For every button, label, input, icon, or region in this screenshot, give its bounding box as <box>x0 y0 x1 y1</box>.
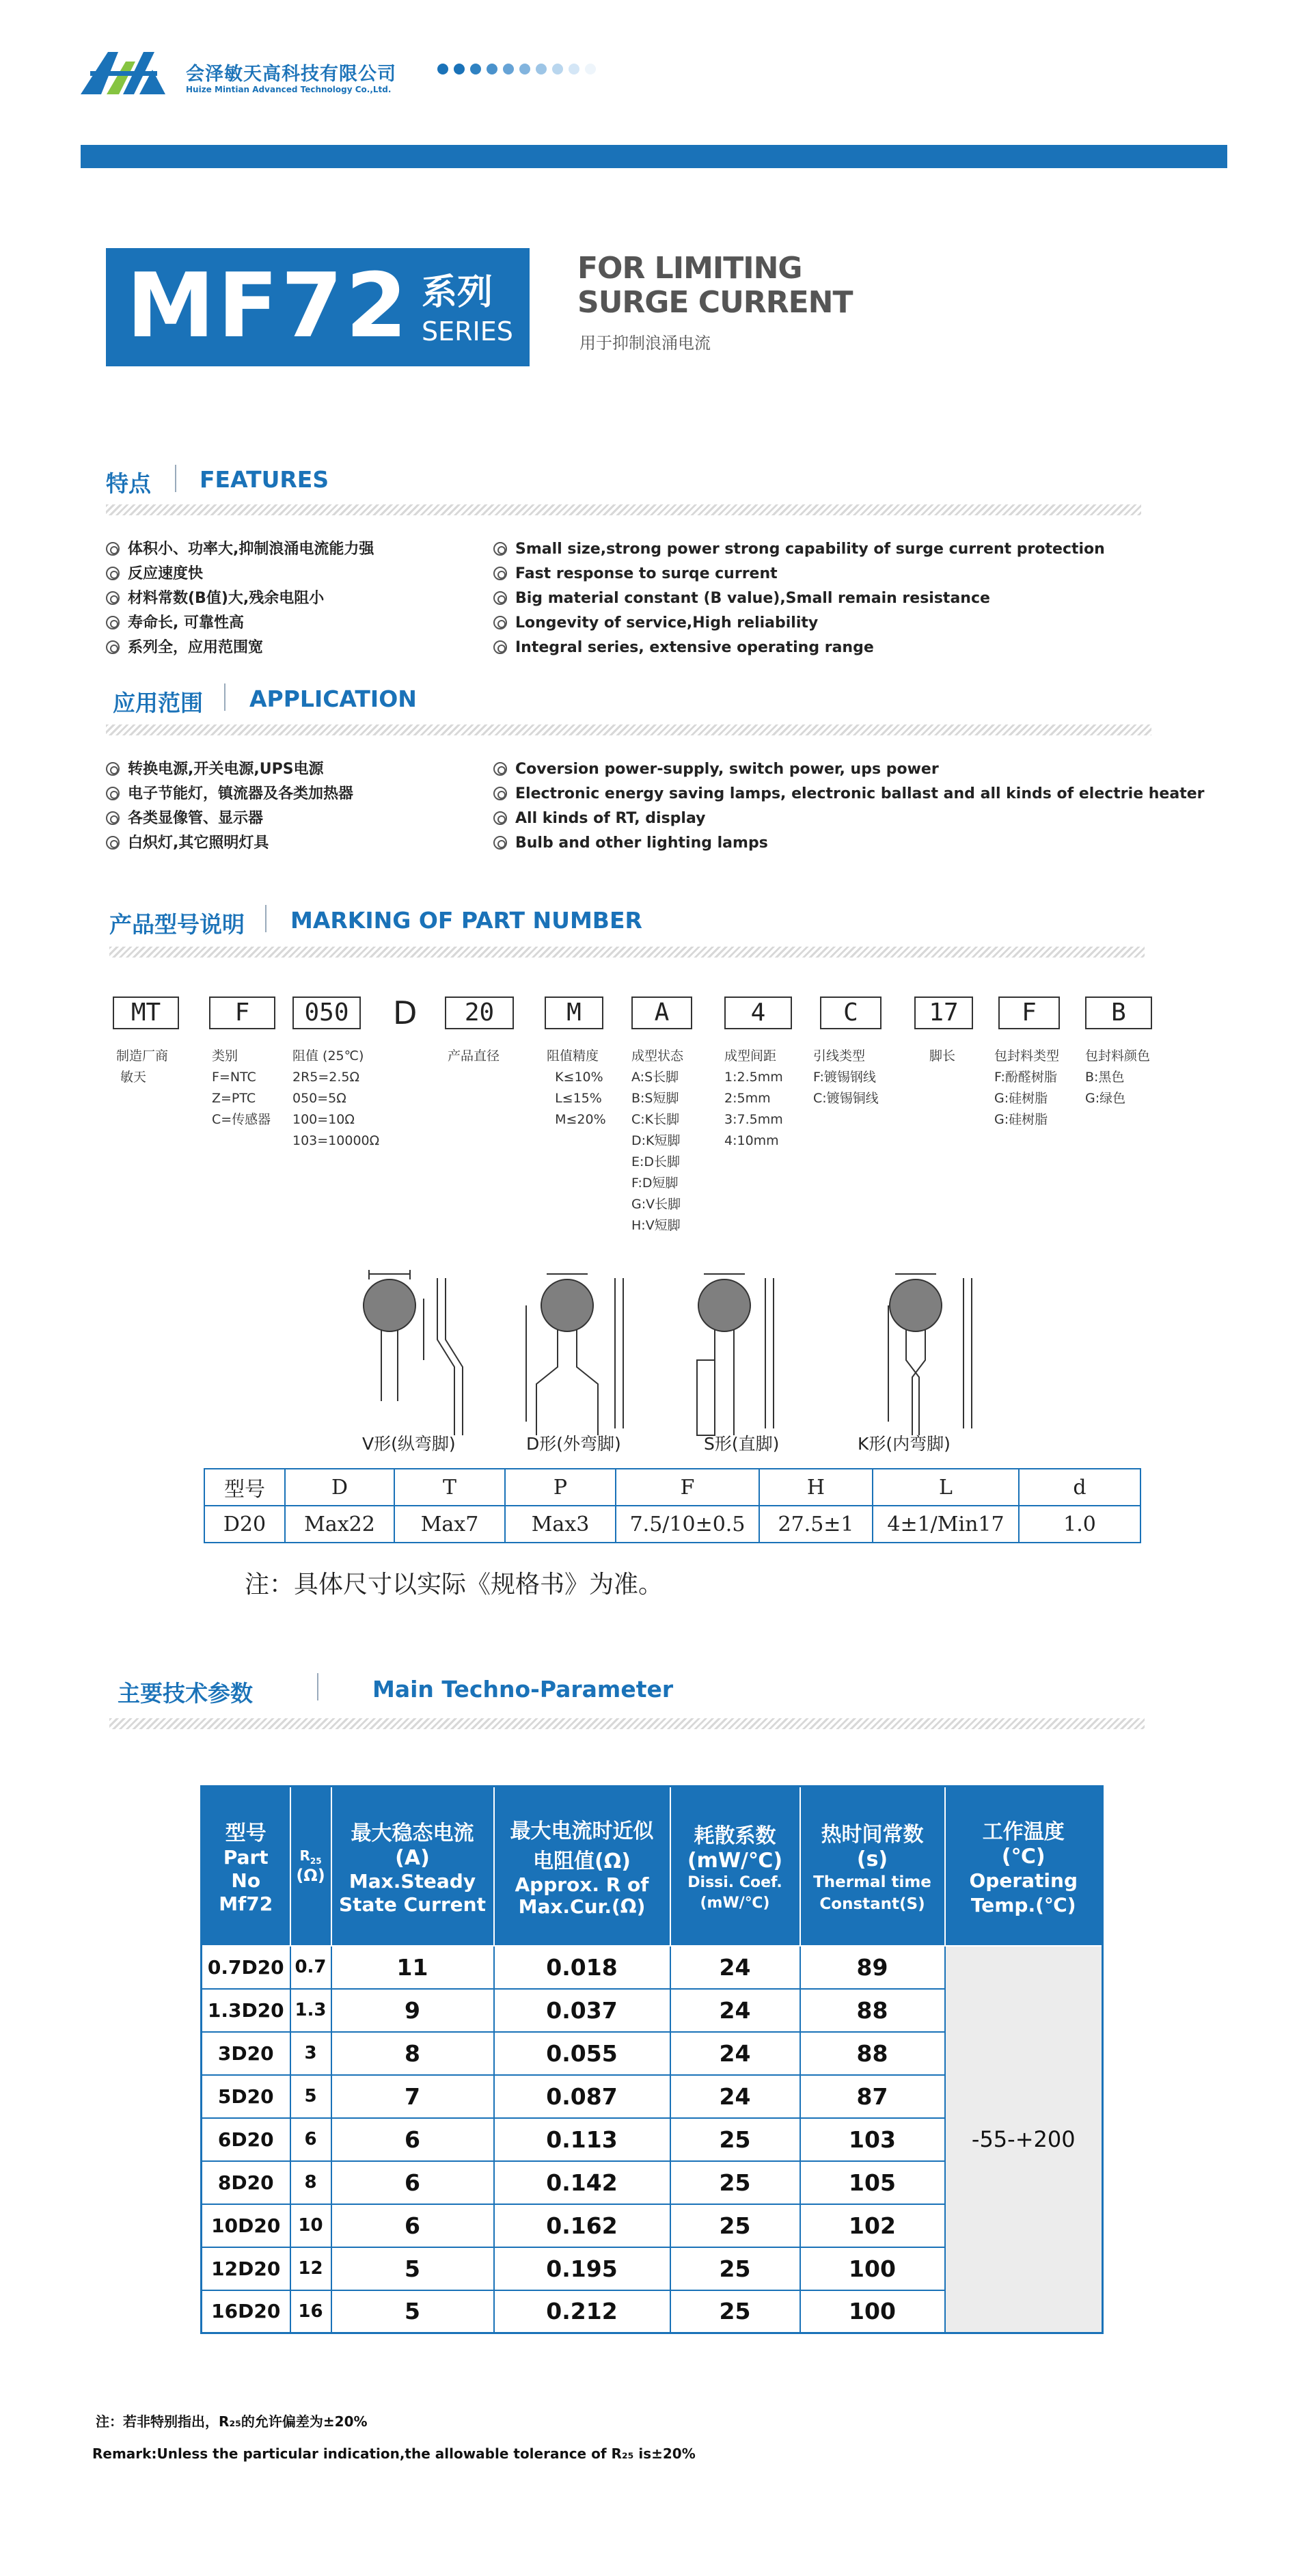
parameter-cell: 1.3 <box>290 1989 331 2032</box>
features-head-en: FEATURES <box>200 466 329 493</box>
features-list-cn <box>106 537 374 660</box>
header-dot <box>487 64 497 74</box>
parameter-cell: 8 <box>331 2032 494 2075</box>
part-code-desc-9: 脚长 <box>929 1048 956 1063</box>
s-shape-drawing <box>697 1274 774 1435</box>
list-item <box>493 782 1205 806</box>
parameter-cell: 5 <box>331 2247 494 2290</box>
dimension-note: 注：具体尺寸以实际《规格书》为准。 <box>245 1571 664 1599</box>
list-item-text: 系列全，应用范围宽 <box>128 639 264 656</box>
parameter-cell: 5D20 <box>202 2075 290 2118</box>
shape-label-v: V形(纵弯脚) <box>362 1434 456 1454</box>
part-code-9: 17 <box>914 996 973 1029</box>
list-item <box>493 831 1205 856</box>
part-code-5: M <box>545 996 603 1029</box>
parameter-cell: 12 <box>290 2247 331 2290</box>
list-item <box>106 562 374 586</box>
parameter-cell: 0.055 <box>494 2032 670 2075</box>
list-item <box>106 611 374 636</box>
bullet-icon <box>493 542 507 556</box>
parameter-cell: 10D20 <box>202 2204 290 2247</box>
parameter-table <box>200 1785 1104 2334</box>
params-head-en: Main Techno-Parameter <box>372 1676 674 1703</box>
list-item-text: 寿命长, 可靠性高 <box>128 614 245 632</box>
bullet-icon <box>106 811 120 825</box>
features-head-cn: 特点 <box>106 470 151 497</box>
section-divider <box>175 465 176 492</box>
section-hatch <box>106 504 1141 515</box>
dimension-table <box>204 1468 1141 1543</box>
parameter-cell: 0.087 <box>494 2075 670 2118</box>
header-dot <box>569 64 579 74</box>
parameter-cell: 6 <box>331 2118 494 2161</box>
parameter-cell: 6 <box>331 2204 494 2247</box>
parameter-cell: 1.3D20 <box>202 1989 290 2032</box>
list-item <box>493 611 1105 636</box>
parameter-cell: 5 <box>331 2290 494 2333</box>
parameter-cell: 25 <box>670 2247 800 2290</box>
list-item <box>106 806 353 831</box>
list-item-text: Longevity of service,High reliability <box>515 614 819 632</box>
part-code-desc-11: 包封料颜色 B:黑色 G:绿色 <box>1085 1048 1151 1106</box>
v-shape-drawing <box>364 1270 463 1435</box>
part-code-6: A <box>631 996 692 1029</box>
parameter-cell: 10 <box>290 2204 331 2247</box>
section-hatch <box>109 947 1145 958</box>
list-item <box>493 562 1105 586</box>
parameter-cell: 87 <box>800 2075 945 2118</box>
list-item-text: Coversion power-supply, switch power, ups power <box>515 761 939 778</box>
model-title: MF72 <box>126 254 411 357</box>
part-code-10: F <box>998 996 1060 1029</box>
part-code-desc-10: 包封料类型 F:酚醛树脂 G:硅树脂 G:硅树脂 <box>994 1048 1060 1127</box>
list-item-text: 各类显像管、显示器 <box>128 810 264 827</box>
bullet-icon <box>493 762 507 776</box>
parameter-cell: 88 <box>800 2032 945 2075</box>
application-list-cn <box>106 757 353 856</box>
d-shape-drawing <box>526 1274 623 1435</box>
bullet-icon <box>493 616 507 629</box>
list-item <box>493 757 1205 782</box>
section-hatch <box>106 724 1151 735</box>
company-logo <box>81 46 166 101</box>
parameter-cell: 0.018 <box>494 1946 670 1989</box>
section-divider <box>265 905 266 932</box>
list-item <box>106 757 353 782</box>
shape-label-d: D形(外弯脚) <box>526 1434 621 1454</box>
header-dot <box>437 64 448 74</box>
bullet-icon <box>493 787 507 800</box>
header-dot <box>552 64 563 74</box>
part-code-desc-4: 产品直径 <box>448 1048 500 1063</box>
parameter-cell: 6D20 <box>202 2118 290 2161</box>
list-item-text: 反应速度快 <box>128 565 204 582</box>
parameter-cell: 25 <box>670 2118 800 2161</box>
bullet-icon <box>493 811 507 825</box>
list-item <box>493 537 1105 562</box>
application-head-cn: 应用范围 <box>113 690 203 716</box>
parameter-cell: 5 <box>290 2075 331 2118</box>
operating-temp-cell: -55-+200 <box>945 1946 1103 2333</box>
title-chinese: 用于抑制浪涌电流 <box>579 334 711 353</box>
company-name-en: Huize Mintian Advanced Technology Co.,Ltd. <box>186 85 392 94</box>
bullet-icon <box>106 787 120 800</box>
bullet-icon <box>106 591 120 605</box>
parameter-cell: 0.037 <box>494 1989 670 2032</box>
header-dots <box>437 64 601 77</box>
header-dot <box>519 64 530 74</box>
parameter-cell: 8D20 <box>202 2161 290 2204</box>
parameter-cell: 88 <box>800 1989 945 2032</box>
remark-cn: 注：若非特别指出，R₂₅的允许偏差为±20% <box>96 2413 368 2430</box>
parameter-row <box>202 1946 1103 1989</box>
list-item-text: Bulb and other lighting lamps <box>515 835 768 852</box>
part-code-desc-1: 类别 F=NTC Z=PTC C=传感器 <box>212 1048 271 1127</box>
part-code-2: 050 <box>292 996 361 1029</box>
bullet-icon <box>106 542 120 556</box>
title-box <box>106 248 530 366</box>
bullet-icon <box>106 616 120 629</box>
part-code-0: MT <box>113 996 179 1029</box>
list-item-text: Big material constant (B value),Small remain resistance <box>515 590 990 607</box>
bullet-icon <box>106 567 120 580</box>
parameter-cell: 0.162 <box>494 2204 670 2247</box>
part-code-desc-5: 阻值精度 K≤10% L≤15% M≤20% <box>547 1048 606 1127</box>
part-code-4: 20 <box>445 996 514 1029</box>
parameter-cell: 25 <box>670 2161 800 2204</box>
parameter-header-row: 型号 Part No Mf72 $R_{25}$ (Ω) 最大稳态电流 (A) Max.Steady State Current 最大电流时近似 电阻值(Ω) Approx. R of Max.Cur.(Ω) 耗散系数 (mW/℃) Dissi. Coef. (mW/℃) 热时间常数 (s) Thermal time Constant(S) 工作温度 (℃) Operating Temp.(℃) <box>202 1787 1103 1946</box>
parameter-cell: 100 <box>800 2247 945 2290</box>
parameter-cell: 102 <box>800 2204 945 2247</box>
part-code-1: F <box>209 996 275 1029</box>
list-item-text: 白炽灯,其它照明灯具 <box>128 835 269 852</box>
list-item-text: 转换电源,开关电源,UPS电源 <box>128 761 324 778</box>
header-dot <box>454 64 465 74</box>
parameter-cell: 103 <box>800 2118 945 2161</box>
list-item <box>106 782 353 806</box>
parameter-cell: 0.195 <box>494 2247 670 2290</box>
parameter-cell: 6 <box>331 2161 494 2204</box>
parameter-cell: 25 <box>670 2290 800 2333</box>
header-dot <box>503 64 514 74</box>
parameter-cell: 0.7D20 <box>202 1946 290 1989</box>
parameter-cell: 9 <box>331 1989 494 2032</box>
parameter-cell: 24 <box>670 2032 800 2075</box>
section-divider <box>224 683 226 711</box>
parameter-cell: 24 <box>670 2075 800 2118</box>
parameter-cell: 12D20 <box>202 2247 290 2290</box>
remark-en: Remark:Unless the particular indication,the allowable tolerance of R₂₅ is±20% <box>92 2445 696 2462</box>
list-item <box>493 636 1105 660</box>
parameter-cell: 105 <box>800 2161 945 2204</box>
bullet-icon <box>106 640 120 654</box>
list-item-text: Integral series, extensive operating range <box>515 639 874 656</box>
part-code-8: C <box>820 996 882 1029</box>
bullet-icon <box>493 836 507 850</box>
part-code-desc-0: 制造厂商 敏天 <box>116 1048 169 1085</box>
part-code-desc-6: 成型状态 A:S长脚 B:S短脚 C:K长脚 D:K短脚 E:D长脚 F:D短脚 G:V长脚 H:V短脚 <box>631 1048 684 1233</box>
list-item-text: Small size,strong power strong capability of surge current protection <box>515 541 1105 558</box>
shape-label-s: S形(直脚) <box>704 1434 780 1454</box>
list-item <box>106 586 374 611</box>
list-item-text: 体积小、功率大,抑制浪涌电流能力强 <box>128 541 374 558</box>
marking-head-cn: 产品型号说明 <box>109 911 245 938</box>
list-item <box>493 806 1205 831</box>
parameter-cell: 3D20 <box>202 2032 290 2075</box>
parameter-cell: 0.113 <box>494 2118 670 2161</box>
parameter-cell: 7 <box>331 2075 494 2118</box>
series-cn: 系列 <box>422 272 493 313</box>
parameter-cell: 8 <box>290 2161 331 2204</box>
parameter-cell: 3 <box>290 2032 331 2075</box>
parameter-cell: 24 <box>670 1989 800 2032</box>
title-english: FOR LIMITING SURGE CURRENT <box>577 251 853 320</box>
bullet-icon <box>493 567 507 580</box>
list-item-text: All kinds of RT, display <box>515 810 706 827</box>
params-head-cn: 主要技术参数 <box>118 1680 253 1707</box>
bullet-icon <box>493 591 507 605</box>
parameter-cell: 11 <box>331 1946 494 1989</box>
header-bar <box>81 145 1227 168</box>
list-item-text: 电子节能灯，镇流器及各类加热器 <box>128 785 354 802</box>
parameter-cell: 0.142 <box>494 2161 670 2204</box>
list-item <box>106 537 374 562</box>
list-item-text: Electronic energy saving lamps, electronic ballast and all kinds of electrie heater <box>515 785 1205 802</box>
parameter-cell: 0.212 <box>494 2290 670 2333</box>
header-dot <box>470 64 481 74</box>
part-code-3: D <box>393 994 418 1031</box>
shape-label-k: K形(内弯脚) <box>858 1434 951 1454</box>
part-code-desc-7: 成型间距 1:2.5mm 2:5mm 3:7.5mm 4:10mm <box>724 1048 783 1148</box>
parameter-cell: 0.7 <box>290 1946 331 1989</box>
list-item <box>106 636 374 660</box>
application-head-en: APPLICATION <box>249 686 417 712</box>
features-list-en <box>493 537 1105 660</box>
bullet-icon <box>106 762 120 776</box>
section-hatch <box>109 1718 1145 1729</box>
series-en: SERIES <box>422 316 513 347</box>
k-shape-drawing <box>888 1274 972 1435</box>
company-name-cn: 会泽敏天高科技有限公司 <box>186 64 396 85</box>
header-dot <box>585 64 596 74</box>
bullet-icon <box>106 836 120 850</box>
parameter-cell: 16 <box>290 2290 331 2333</box>
list-item <box>106 831 353 856</box>
list-item-text: Fast response to surqe current <box>515 565 778 582</box>
parameter-cell: 16D20 <box>202 2290 290 2333</box>
dimension-data-row: D20 Max22 Max7 Max3 7.5/10±0.5 27.5±1 4±1/Min17 1.0 <box>204 1506 1140 1543</box>
parameter-cell: 24 <box>670 1946 800 1989</box>
list-item <box>493 586 1105 611</box>
list-item-text: 材料常数(B值)大,残余电阻小 <box>128 590 325 607</box>
bullet-icon <box>493 640 507 654</box>
header-dot <box>536 64 547 74</box>
part-code-7: 4 <box>724 996 792 1029</box>
section-divider <box>317 1673 318 1700</box>
application-list-en <box>493 757 1205 856</box>
part-code-desc-2: 阻值 (25℃) 2R5=2.5Ω 050=5Ω 100=10Ω 103=10000Ω <box>292 1048 380 1148</box>
dimension-header-row: 型号 D T P F H L d <box>204 1469 1140 1506</box>
marking-head-en: MARKING OF PART NUMBER <box>290 907 642 934</box>
parameter-cell: 6 <box>290 2118 331 2161</box>
part-code-desc-8: 引线类型 F:镀锡钢线 C:镀锡铜线 <box>813 1048 879 1106</box>
parameter-cell: 89 <box>800 1946 945 1989</box>
parameter-cell: 25 <box>670 2204 800 2247</box>
part-code-11: B <box>1085 996 1152 1029</box>
parameter-cell: 100 <box>800 2290 945 2333</box>
